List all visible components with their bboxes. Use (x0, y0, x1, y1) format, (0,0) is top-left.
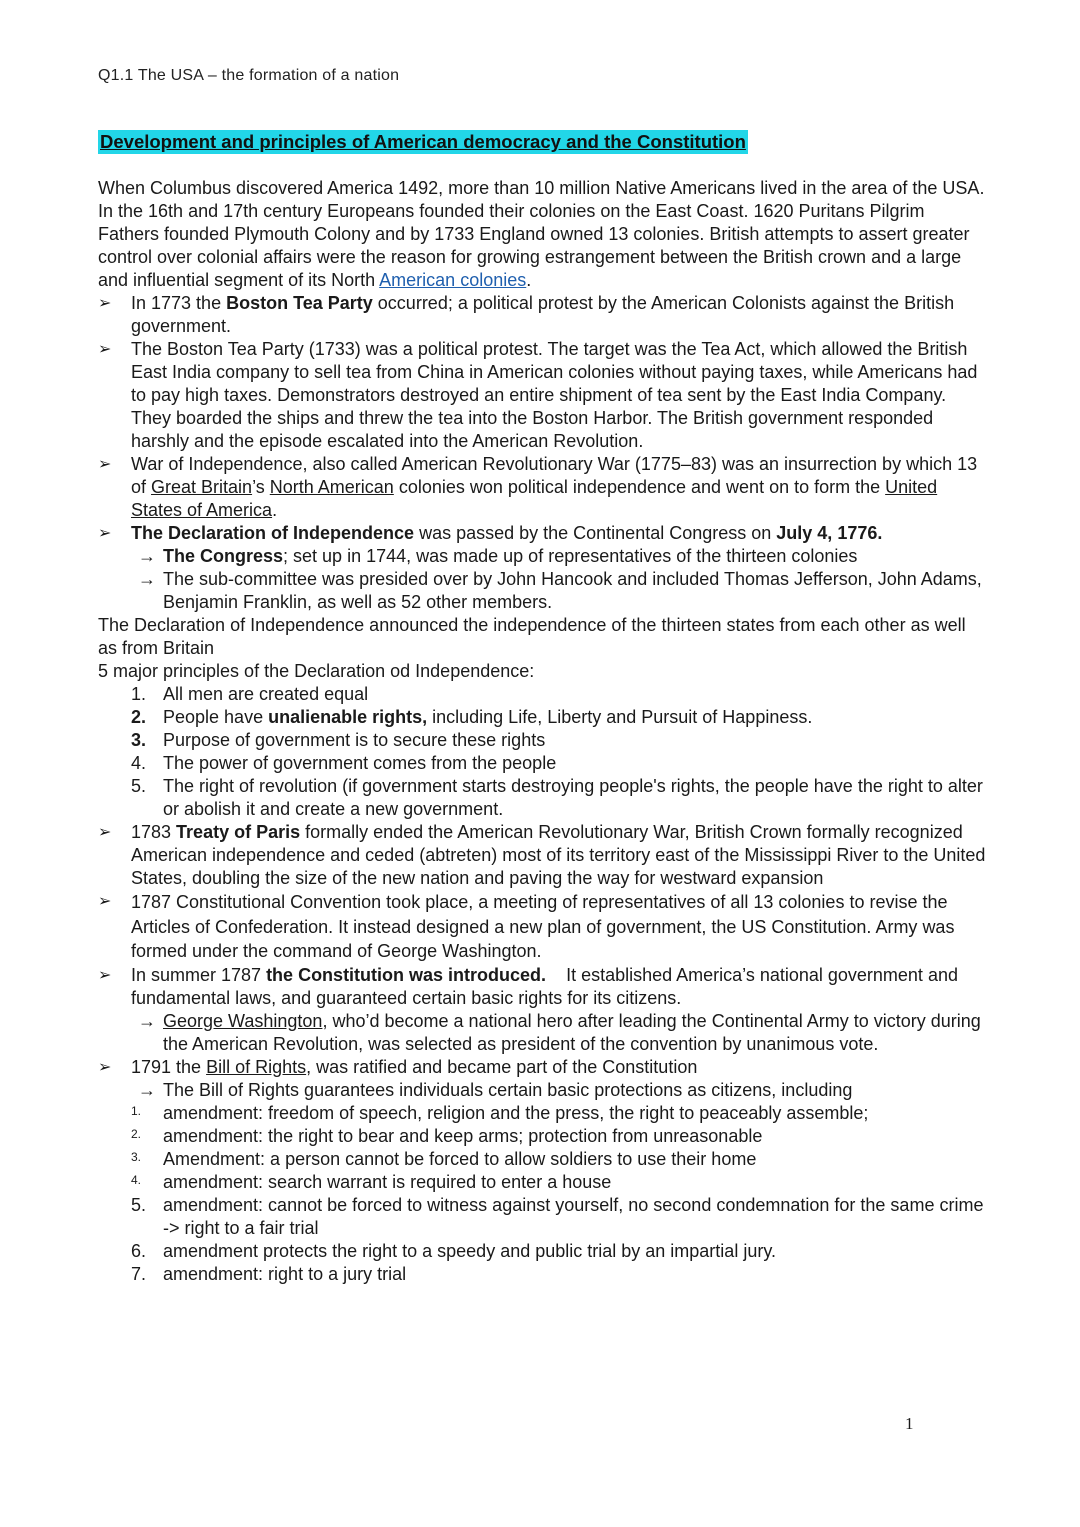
bullet-text: The Boston Tea Party (1733) was a political protest. The target was the Tea Act, which allowed the British East India company to sell tea from China in American colonies without paying taxes, while Americans had to pay high taxes. Demonstrators destroyed an entire shipment of tea sent by the East India Company. They boarded the ships and threw the tea into the Boston Harbor. The British government responded harshly and the episode escalated into the American Revolution. (131, 339, 978, 451)
bullet-text: 1783 (131, 822, 177, 842)
amendment-text: Amendment: a person cannot be forced to allow soldiers to use their home (163, 1148, 757, 1169)
amendments-list (98, 1102, 988, 1286)
principle-text: People have (163, 707, 269, 727)
bullet-arrow-icon: ➢ (98, 966, 112, 984)
list-item (98, 964, 988, 1010)
amendment-text: amendment: the right to bear and keep arms; protection from unreasonable (163, 1125, 763, 1146)
sub-text: The Bill of Rights guarantees individuals certain basic protections as citizens, including (163, 1079, 853, 1100)
amendment-item (98, 1125, 988, 1148)
sub-item (98, 1010, 988, 1056)
amendment-text: amendment: search warrant is required to enter a house (163, 1171, 612, 1192)
document-body (98, 177, 988, 1286)
section-title: Development and principles of American democracy and the Constitution (100, 131, 746, 152)
list-item (98, 890, 988, 964)
bullet-text: was passed by the Continental Congress on (414, 523, 777, 543)
american-colonies-link[interactable]: American colonies (379, 270, 527, 290)
bold-text: The Declaration of Independence (131, 523, 415, 543)
bullet-arrow-icon: ➢ (98, 456, 112, 473)
george-washington-link[interactable]: George Washington (163, 1010, 323, 1031)
amendment-item (98, 1148, 988, 1171)
principle-item (98, 752, 988, 775)
arrow-right-icon: → (138, 569, 156, 589)
principle-text: All men are created equal (163, 684, 369, 704)
bold-text: Boston Tea Party (226, 293, 373, 313)
bullet-text: formally ended the American Revolutionary War, British Crown formally recognized American independence and ceded (abtreten) most of its territory east of the Mississippi River to the United States, doubling the size of the new nation and paving the way for westward expansion (131, 822, 986, 888)
sub-text: The sub-committee was presided over by John Hancook and included Thomas Jefferson, John Adams, Benjamin Franklin, as well as 52 other members. (163, 569, 982, 612)
bold-text: the Constitution was introduced. (266, 964, 547, 985)
arrow-right-icon: → (138, 546, 156, 566)
list-item (98, 292, 988, 338)
page-number: 1 (905, 1414, 914, 1433)
list-number: 4. (131, 1172, 142, 1187)
bold-text: unalienable rights, (268, 707, 428, 727)
bullet-text: ’s (252, 477, 270, 497)
list-item (98, 522, 988, 545)
bullet-text: 1787 Constitutional Convention took place, a meeting of representatives of all 13 colonies to revise the Articles of Confederation. It instead designed a new plan of government, the US Constitution. Army was formed under the command of George Washington. (131, 892, 955, 961)
list-number: 1. (131, 684, 147, 704)
intro-text: When Columbus discovered America 1492, more than 10 million Native Americans lived in the area of the USA. In the 16th and 17th century Europeans founded their colonies on the East Coast. 1620 Puritans Pilgrim Fathers founded Plymouth Colony and by 1733 England owned 13 colonies. British attempts to assert greater control over colonial affairs were the reason for growing estrangement between the British crown and a large and influential segment of its North (98, 178, 985, 290)
amendment-item (98, 1194, 988, 1240)
list-number: 5. (131, 1194, 147, 1215)
list-number: 7. (131, 1263, 147, 1284)
arrow-right-icon: → (138, 1079, 156, 1100)
sub-item (98, 568, 988, 614)
list-number: 3. (131, 1149, 142, 1164)
bill-of-rights-link[interactable]: Bill of Rights (206, 1056, 307, 1077)
bullet-arrow-icon: ➢ (98, 525, 112, 542)
list-number: 6. (131, 1240, 147, 1261)
page-header: Q1.1 The USA – the formation of a nation (98, 67, 400, 84)
principle-text: The right of revolution (if government starts destroying people's rights, the people have the right to alter or abolish it and create a new government. (163, 776, 983, 819)
bullet-text: 1791 the (131, 1056, 207, 1077)
principles-list (98, 683, 988, 821)
bullet-arrow-icon: ➢ (98, 824, 112, 841)
list-item (98, 453, 988, 522)
bullet-arrow-icon: ➢ (98, 295, 112, 312)
bullet-text: . (272, 500, 278, 520)
declaration-paragraph: The Declaration of Independence announced the independence of the thirteen states from each other as well as from Britain (98, 615, 966, 658)
list-number: 2. (131, 707, 147, 727)
list-number: 1. (131, 1103, 142, 1118)
bullet-text: colonies won political independence and went on to form the (393, 477, 886, 497)
principle-text: Purpose of government is to secure these rights (163, 730, 546, 750)
intro-end: . (526, 270, 532, 290)
sub-item (98, 545, 988, 568)
principle-item (98, 775, 988, 821)
bold-text: Treaty of Paris (176, 822, 301, 842)
principle-item (98, 683, 988, 706)
principle-text: including Life, Liberty and Pursuit of Happiness. (427, 707, 813, 727)
bullet-text: War of Independence, also called American Revolutionary War (1775–83) was an insurrection by which 13 of (131, 454, 978, 497)
amendment-item (98, 1171, 988, 1194)
list-number: 5. (131, 776, 147, 796)
bold-text: July 4, 1776. (776, 523, 883, 543)
bullet-arrow-icon: ➢ (98, 1058, 112, 1076)
amendment-item (98, 1263, 988, 1286)
north-american-link[interactable]: North American (269, 477, 394, 497)
bold-text: The Congress (163, 546, 284, 566)
great-britain-link[interactable]: Great Britain (151, 477, 253, 497)
bullet-text: In summer 1787 (131, 964, 267, 985)
bullet-arrow-icon: ➢ (98, 341, 112, 358)
bullet-text: In 1773 the (131, 293, 227, 313)
principle-item (98, 706, 988, 729)
amendment-item (98, 1240, 988, 1263)
list-number: 4. (131, 753, 147, 773)
united-states-link[interactable]: United States of America (131, 477, 938, 520)
intro-paragraph (98, 177, 988, 292)
bullet-arrow-icon: ➢ (98, 893, 112, 910)
list-item (98, 338, 988, 453)
bullet-text: , was ratified and became part of the Constitution (306, 1056, 698, 1077)
list-item (98, 821, 988, 890)
list-number: 3. (131, 730, 147, 750)
amendment-text: amendment: freedom of speech, religion and the press, the right to peaceably assemble; (163, 1102, 869, 1123)
sub-item (98, 1079, 988, 1102)
history-bullet-list (98, 292, 988, 545)
sub-text: ; set up in 1744, was made up of representatives of the thirteen colonies (283, 546, 858, 566)
amendment-text: amendment: cannot be forced to witness against yourself, no second condemnation for the same crime -> right to a fair trial (163, 1194, 984, 1238)
bullet-text: occurred; a political protest by the American Colonists against the British government. (131, 293, 955, 336)
history-bullet-list-3 (98, 1056, 988, 1079)
amendment-text: amendment protects the right to a speedy and public trial by an impartial jury. (163, 1240, 776, 1261)
history-bullet-list-2 (98, 821, 988, 1010)
list-item (98, 1056, 988, 1079)
amendment-item (98, 1102, 988, 1125)
principle-text: The power of government comes from the people (163, 753, 557, 773)
arrow-right-icon: → (138, 1010, 156, 1031)
list-number: 2. (131, 1126, 142, 1141)
sub-text: , who’d become a national hero after leading the Continental Army to victory during the American Revolution, was selected as president of the convention by unanimous vote. (163, 1010, 981, 1054)
principle-item (98, 729, 988, 752)
principles-intro: 5 major principles of the Declaration od Independence: (98, 661, 535, 681)
bullet-text: It established America’s national government and fundamental laws, and guaranteed certain basic rights for its citizens. (131, 964, 963, 1008)
amendment-text: amendment: right to a jury trial (163, 1263, 407, 1284)
